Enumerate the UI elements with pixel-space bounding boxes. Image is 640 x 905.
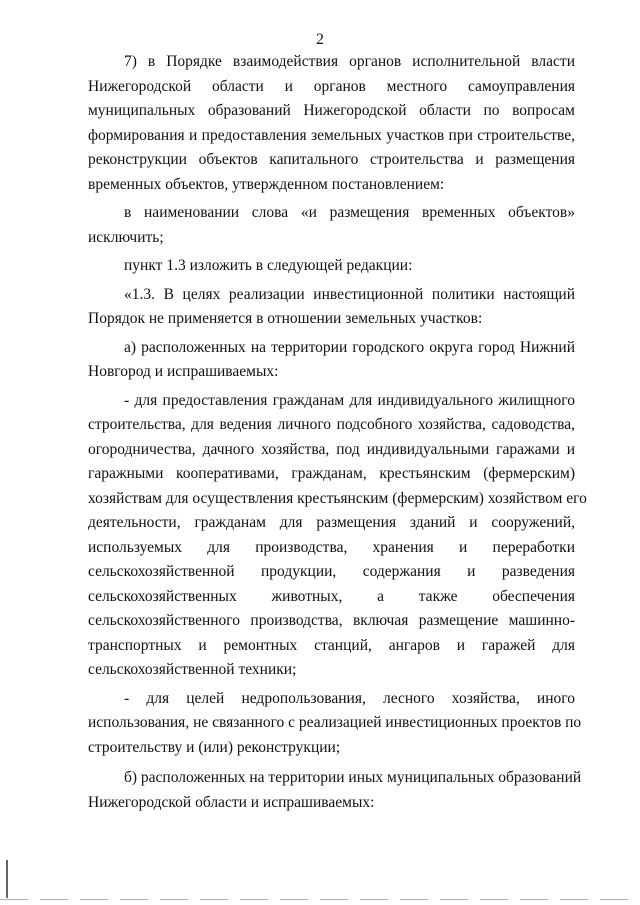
page-number: 2 bbox=[316, 31, 324, 48]
text-line: - для предоставления гражданам для индивидуального жилищного bbox=[124, 391, 575, 409]
text-line: деятельности, гражданам для размещения зданий и сооружений, bbox=[88, 514, 575, 531]
paragraph-subitem-a bbox=[88, 336, 575, 385]
scan-edge-mark bbox=[6, 860, 8, 898]
text-line: строительства, для ведения личного подсобного хозяйства, садоводства, bbox=[88, 416, 575, 433]
paragraph-subitem-b bbox=[88, 766, 582, 815]
text-line: в наименовании слова «и размещения временных объектов» bbox=[124, 204, 575, 221]
text-line: - для целей недропользования, лесного хозяйства, иного bbox=[124, 689, 575, 707]
text-line: транспортных и ремонтных станций, ангаров и гаражей для bbox=[88, 636, 575, 654]
text-line: а) расположенных на территории городского округа город Нижний bbox=[124, 338, 575, 356]
text-line: сельскохозяйственной продукции, содержания и разведения bbox=[88, 563, 575, 580]
paragraph-dash-1 bbox=[88, 389, 587, 683]
text-line: реконструкции объектов капитального строительства и размещения bbox=[88, 151, 575, 168]
paragraph-dash-2 bbox=[88, 687, 582, 761]
text-line: пункт 1.3 изложить в следующей редакции: bbox=[124, 257, 413, 274]
text-line: формирования и предоставления земельных участков при строительстве, bbox=[88, 126, 575, 144]
document-body bbox=[88, 50, 587, 815]
text-line: использования, не связанного с реализацией инвестиционных проектов по bbox=[88, 714, 582, 731]
text-line: 7) в Порядке взаимодействия органов исполнительной власти bbox=[124, 53, 575, 70]
text-line: муниципальных образований Нижегородской области по вопросам bbox=[88, 102, 575, 119]
text-line: гаражными кооперативами, гражданам, крестьянским (фермерским) bbox=[88, 465, 575, 482]
text-line: сельскохозяйственных животных, а также обеспечения bbox=[88, 587, 575, 605]
text-line: сельскохозяйственной техники; bbox=[88, 661, 297, 678]
text-line: б) расположенных на территории иных муниципальных образований bbox=[124, 769, 582, 786]
text-line: исключить; bbox=[88, 228, 164, 246]
paragraph-item-7 bbox=[88, 50, 575, 197]
text-line: сельскохозяйственного производства, включая размещение машинно- bbox=[88, 612, 575, 629]
paragraph-clause-1-3 bbox=[88, 283, 575, 332]
text-line: Новгород и испрашиваемых: bbox=[88, 363, 279, 380]
paragraph-rename bbox=[88, 201, 575, 250]
text-line: огородничества, дачного хозяйства, под индивидуальными гаражами и bbox=[88, 440, 575, 458]
text-line: используемых для производства, хранения и переработки bbox=[88, 538, 575, 556]
scan-bottom-edge bbox=[0, 899, 640, 900]
paragraph-clause-intro bbox=[88, 254, 575, 279]
text-line: хозяйствам для осуществления крестьянским (фермерским) хозяйством его bbox=[88, 489, 587, 507]
text-line: временных объектов, утвержденном постановлением: bbox=[88, 175, 445, 193]
text-line: Нижегородской области и органов местного самоуправления bbox=[88, 77, 575, 95]
text-line: Нижегородской области и испрашиваемых: bbox=[88, 793, 375, 811]
text-line: строительству и (или) реконструкции; bbox=[88, 738, 341, 756]
text-line: Порядок не применяется в отношении земельных участков: bbox=[88, 310, 483, 327]
text-line: «1.3. В целях реализации инвестиционной политики настоящий bbox=[124, 285, 575, 303]
